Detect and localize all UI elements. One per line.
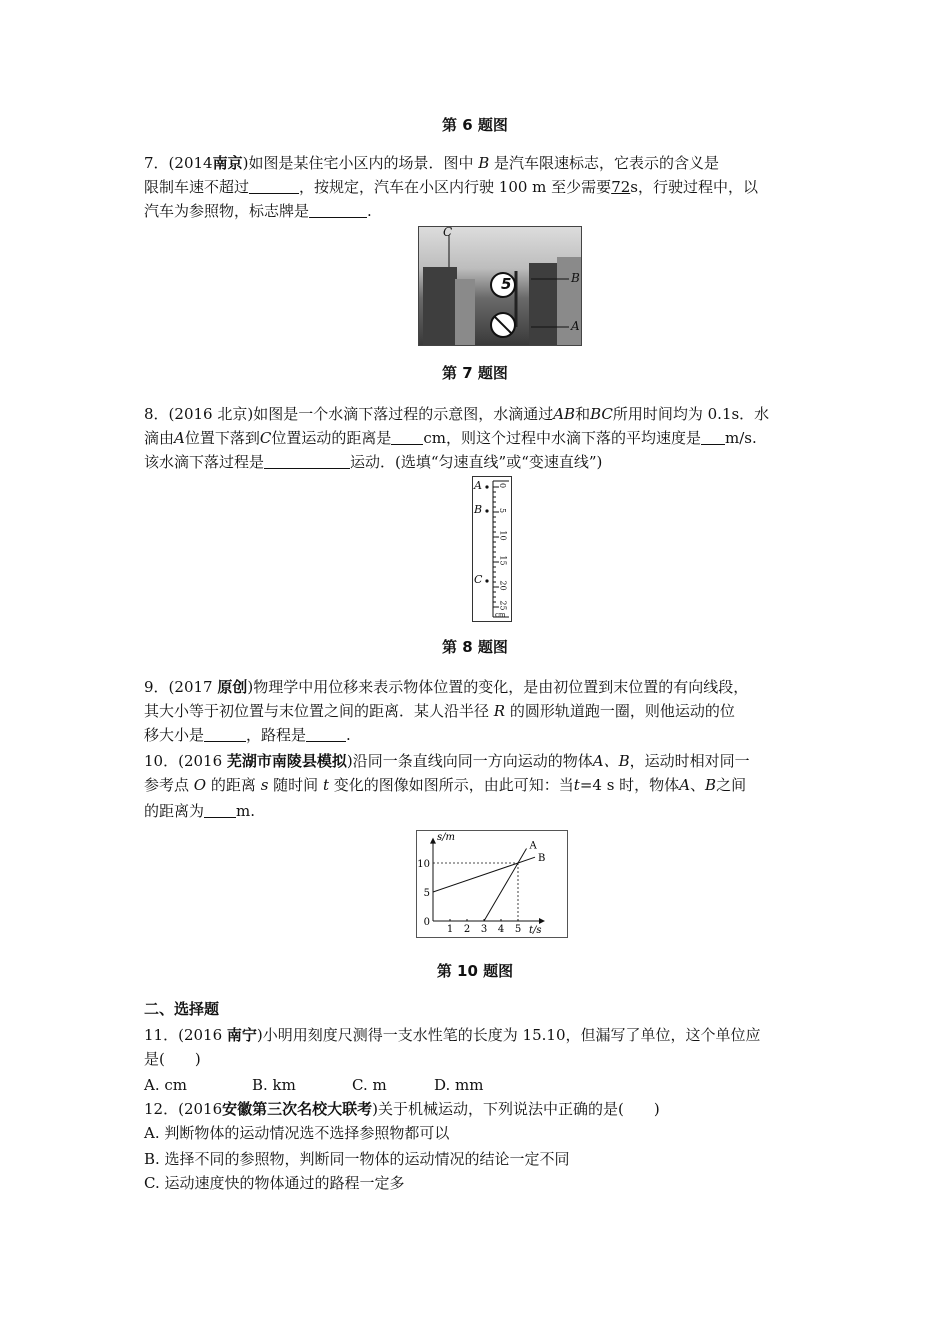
water-drop-ruler-figure <box>472 476 512 622</box>
series-line-b <box>433 857 535 892</box>
label-b: B <box>571 271 580 285</box>
speed-limit-value: 5 <box>501 275 512 293</box>
option-c[interactable]: C. m <box>352 1076 387 1094</box>
x-tick-label: 4 <box>497 924 505 935</box>
series-label-b: B <box>538 853 546 865</box>
source-wuhu: 芜湖市南陵县模拟 <box>226 752 347 770</box>
ruler-tick-20: 20 <box>498 580 508 591</box>
answer-blank[interactable] <box>249 178 299 194</box>
figure-8-caption: 第 8 题图 <box>442 638 508 656</box>
y-tick-label: 10 <box>417 859 430 870</box>
q12-option-c[interactable]: C. 运动速度快的物体通过的路程一定多 <box>144 1174 405 1192</box>
answer-blank[interactable] <box>701 429 725 445</box>
question-12-line-1: 12．(2016安徽第三次名校大联考)关于机械运动，下列说法中正确的是( ) <box>144 1100 660 1118</box>
q12-option-b[interactable]: B. 选择不同的参照物，判断同一物体的运动情况的结论一定不同 <box>144 1150 570 1168</box>
answer-blank[interactable] <box>264 453 350 469</box>
question-10-line-2: 参考点 O 的距离 s 随时间 t 变化的图像如图所示，由此可知：当t=4 s 时，物体A、B之间 <box>144 776 747 794</box>
answer-blank[interactable] <box>204 802 236 818</box>
question-8-line-2: 滴由A位置下落到C位置运动的距离是 cm，则这个过程中水滴下落的平均速度是 m/s. <box>144 429 757 447</box>
answer-blank[interactable] <box>306 726 346 742</box>
option-a[interactable]: A. cm <box>144 1076 187 1094</box>
question-8-line-3: 该水滴下落过程是 运动．(选填“匀速直线”或“变速直线”) <box>144 453 603 471</box>
source-nanjing: 南京 <box>212 154 243 172</box>
x-tick-label: 3 <box>480 924 488 935</box>
option-d[interactable]: D. mm <box>434 1076 484 1094</box>
answer-blank[interactable] <box>204 726 246 742</box>
q12-option-a[interactable]: A. 判断物体的运动情况选不选择参照物都可以 <box>144 1124 450 1142</box>
question-7-line-2: 限制车速不超过 ，按规定，汽车在小区内行驶 100 m 至少需要72s，行驶过程中，以 <box>144 178 758 196</box>
source-anhui: 安徽第三次名校大联考 <box>222 1100 373 1118</box>
question-7-line-1: 7．(2014南京)如图是某住宅小区内的场景．图中 B 是汽车限速标志，它表示的含义是 <box>144 154 720 172</box>
section-2-title: 二、选择题 <box>144 1000 220 1018</box>
ruler-tick-5: 5 <box>498 507 508 514</box>
figure-6-caption: 第 6 题图 <box>442 116 508 134</box>
street-scene-photo <box>418 226 582 346</box>
ruler-point-b: B <box>474 503 483 516</box>
question-9-line-1: 9．(2017 原创)物理学中用位移来表示物体位置的变化，是由初位置到末位置的有向线段， <box>144 678 749 696</box>
ruler-tick-25: 25 <box>498 600 508 611</box>
ruler-tick-0: 0 <box>498 482 508 489</box>
figure-10-caption: 第 10 题图 <box>436 962 514 980</box>
y-axis-label: s/m <box>437 832 455 843</box>
x-tick-label: 5 <box>514 924 522 935</box>
photo-overlay <box>419 227 581 345</box>
series-label-a: A <box>529 840 537 852</box>
question-9-line-2: 其大小等于初位置与末位置之间的距离．某人沿半径 R 的圆形轨道跑一圈，则他运动的位 <box>144 702 735 720</box>
x-tick-label: 2 <box>463 924 471 935</box>
label-c: C <box>443 226 453 239</box>
question-11-line-2: 是( ) <box>144 1050 201 1068</box>
ruler-unit: cm <box>495 611 506 619</box>
question-10-line-1: 10．(2016 芜湖市南陵县模拟)沿同一条直线向同一方向运动的物体A、B，运动时相对同一 <box>144 752 750 770</box>
answer-blank[interactable] <box>391 429 423 445</box>
source-nanning: 南宁 <box>226 1026 257 1044</box>
ruler-point-c: C <box>474 573 483 586</box>
answer-blank[interactable] <box>309 202 367 218</box>
y-tick-label: 0 <box>423 917 430 928</box>
question-7-line-3: 汽车为参照物，标志牌是 . <box>144 202 372 220</box>
x-axis-label: t/s <box>529 925 542 936</box>
question-9-line-3: 移大小是 ，路程是 . <box>144 726 351 744</box>
x-tick-label: 1 <box>446 924 454 935</box>
source-original: 原创 <box>217 678 248 696</box>
question-8-line-1: 8．(2016 北京)如图是一个水滴下落过程的示意图，水滴通过AB和BC所用时间均为 0.1s．水 <box>144 405 770 423</box>
question-10-line-3: 的距离为 m. <box>144 802 256 820</box>
question-11-line-1: 11．(2016 南宁)小明用刻度尺测得一支水性笔的长度为 15.10，但漏写了单位，这个单位应 <box>144 1026 761 1044</box>
y-tick-label: 5 <box>423 888 430 899</box>
series-line-a <box>484 849 527 922</box>
label-a: A <box>571 319 580 333</box>
option-b[interactable]: B. km <box>252 1076 296 1094</box>
y-axis-arrow <box>430 838 436 844</box>
x-axis-arrow <box>539 918 545 924</box>
figure-7-caption: 第 7 题图 <box>442 364 508 382</box>
ruler-tick-10: 10 <box>498 530 508 541</box>
ruler-point-a: A <box>474 479 482 492</box>
ruler-tick-15: 15 <box>498 555 508 566</box>
s-t-graph <box>417 831 567 937</box>
s-t-graph-figure <box>416 830 568 938</box>
